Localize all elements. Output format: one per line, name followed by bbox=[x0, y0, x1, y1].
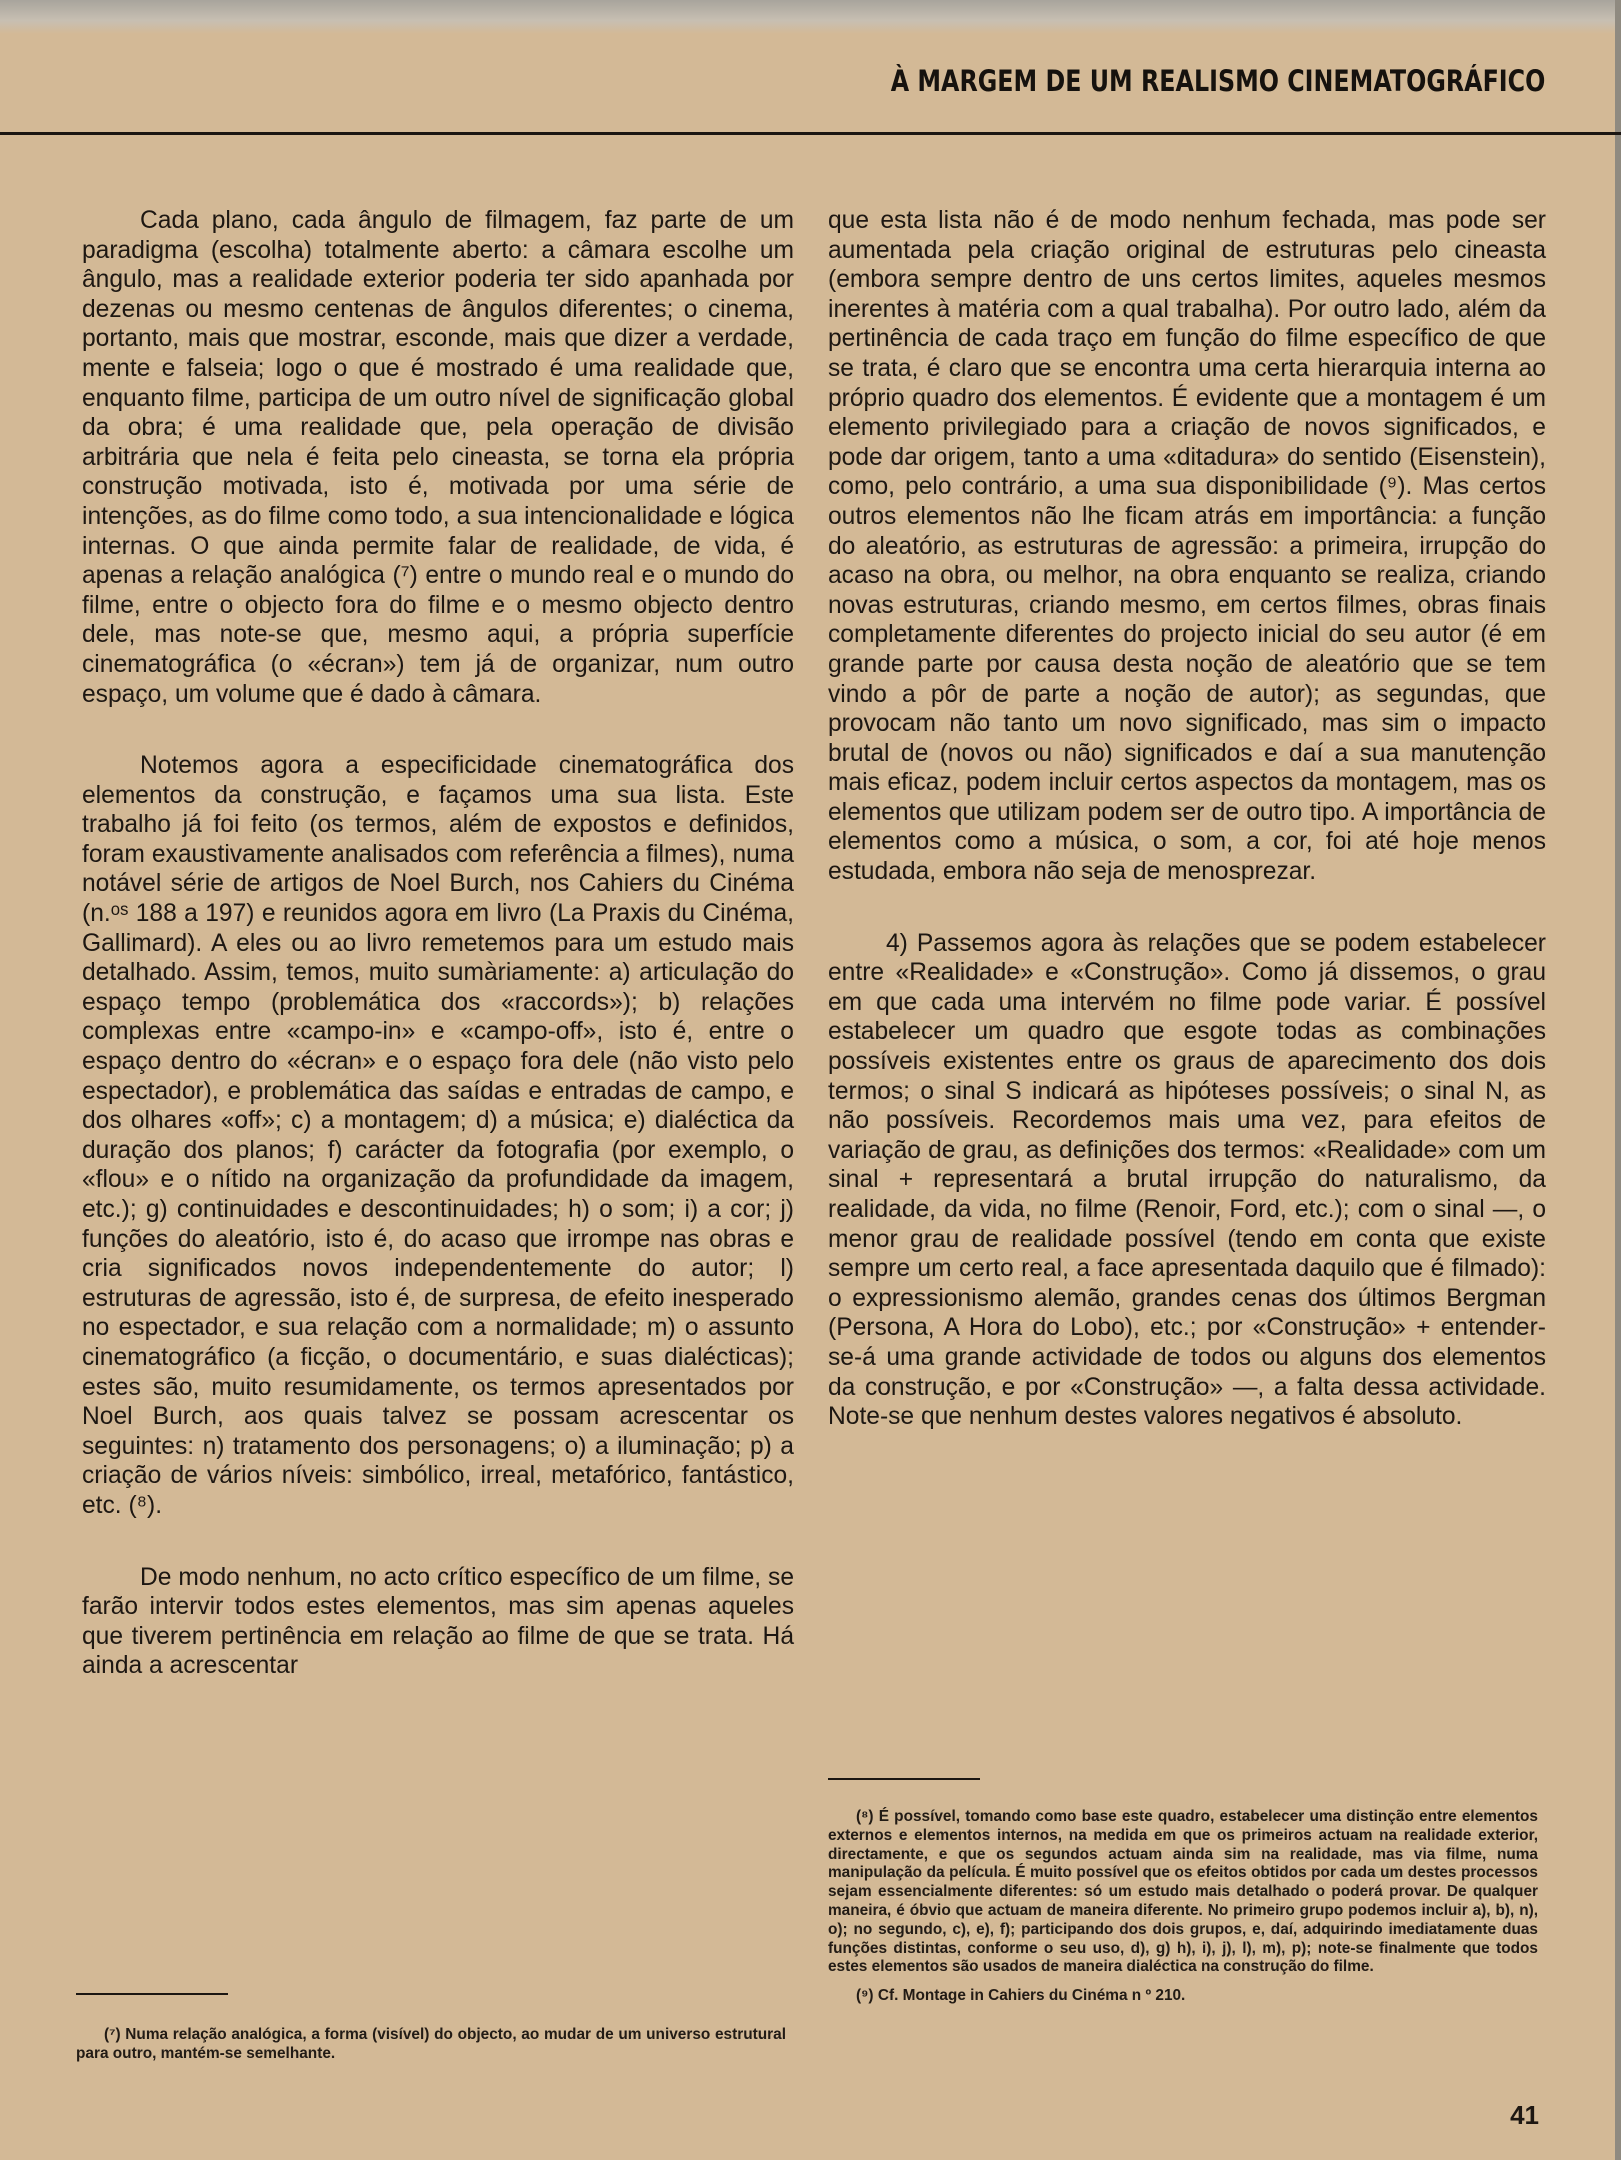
paragraph: Cada plano, cada ângulo de filmagem, faz parte de um paradigma (escolha) totalmente aberto: a câmara escolhe um ângulo, mas a realidade exterior poderia ter sido apanhada por dezenas ou mesmo centenas de ângulos diferentes; o cinema, portanto, mais que mostrar, esconde, mais que dizer a verdade, mente e falseia; logo o que é mostrado é uma realidade que, enquanto filme, participa de um outro nível de significação global da obra; é uma realidade que, pela operação de divisão arbitrária que nela é feita pelo cineasta, se torna ela própria construção motivada, isto é, motivada por uma série de intenções, as do filme como todo, a sua intencionalidade e lógica internas. O que ainda permite falar de realidade, de vida, é apenas a relação analógica (⁷) entre o mundo real e o mundo do filme, entre o objecto fora do filme e o mesmo objecto dentro dele, mas note-se que, mesmo aqui, a própria superfície cinematográfica (o «écran») tem já de organizar, num outro espaço, um volume que é dado à câmara. bbox=[82, 207, 794, 708]
paragraph: De modo nenhum, no acto crítico específico de um filme, se farão intervir todos estes elementos, mas sim apenas aqueles que tiverem pertinência em relação ao filme de que se trata. Há ainda a acrescentar bbox=[82, 1563, 794, 1680]
left-column bbox=[82, 206, 794, 1723]
paragraph: Notemos agora a especificidade cinematográfica dos elementos da construção, e façamos uma sua lista. Este trabalho já foi feito (os termos, além de expostos e definidos, foram exaustivamente analisados com referência a filmes), numa notável série de artigos de Noel Burch, nos Cahiers du Cinéma (n.ᵒˢ 188 a 197) e reunidos agora em livro (La Praxis du Cinéma, Gallimard). A eles ou ao livro remetemos para um estudo mais detalhado. Assim, temos, muito sumàriamente: a) articulação do espaço tempo (problemática dos «raccords»); b) relações complexas entre «campo-in» e «campo-off», isto é, entre o espaço dentro do «écran» e o espaço fora dele (não visto pelo espectador), e problemática das saídas e entradas de campo, e dos olhares «off»; c) a montagem; d) a música; e) dialéctica da duração dos planos; f) carácter da fotografia (por exemplo, o «flou» e o nítido na organização da profundidade da imagem, etc.); g) continuidades e descontinuidades; h) o som; i) a cor; j) funções do aleatório, isto é, do acaso que irrompe nas obras e cria significados novos independentemente do autor; l) estruturas de agressão, isto é, de surpresa, de efeito inesperado no espectador, e sua relação com a normalidade; m) o assunto cinematográfico (a ficção, o documentário, e suas dialécticas); estes são, muito resumidamente, os termos apresentados por Noel Burch, aos quais talvez se possam acrescentar os seguintes: n) tratamento dos personagens; o) a iluminação; p) a criação de vários níveis: simbólico, irreal, metafórico, fantástico, etc. (⁸). bbox=[82, 752, 794, 1519]
page-number: 41 bbox=[1510, 2100, 1539, 2130]
running-title: À MARGEM DE UM REALISMO CINEMATOGRÁFICO bbox=[890, 64, 1545, 98]
header-rule bbox=[0, 132, 1621, 135]
scan-border bbox=[1615, 0, 1621, 2160]
footnote-9: (⁹) Cf. Montage in Cahiers du Cinéma n º 210. bbox=[856, 1987, 1186, 2005]
footnote-8: (⁸) É possível, tomando como base este quadro, estabelecer uma distinção entre elementos externos e elementos internos, na medida em que os primeiros actuam na realidade exterior, directamente, e que os segundos actuam ainda sim na realidade, mas via filme, numa manipulação da película. É muito possível que os efeitos obtidos por cada um destes processos sejam essencialmente diferentes: só um estudo mais detalhado o poderá provar. De qualquer maneira, é óbvio que actuam de maneira diferente. No primeiro grupo podemos incluir a), b), n), o); no segundo, c), e), f); participando dos dois grupos, e, daí, adquirindo imediatamente duas funções distintas, conforme o seu uso, d), g) h), i), j), l), m), p); note-se finalmente que todos estes elementos são usados de maneira dialéctica na construção do filme. bbox=[828, 1808, 1538, 1976]
footnote-7 bbox=[76, 2026, 786, 2074]
footnote-rule bbox=[76, 1993, 228, 1995]
paragraph: que esta lista não é de modo nenhum fechada, mas pode ser aumentada pela criação original de estruturas pelo cineasta (embora sempre dentro de uns certos limites, aqueles mesmos inerentes à matéria com a qual trabalha). Por outro lado, além da pertinência de cada traço em função do filme específico de que se trata, é claro que se encontra uma certa hierarquia interna ao próprio quadro dos elementos. É evidente que a montagem é um elemento privilegiado para a criação de novos significados, e pode dar origem, tanto a uma «ditadura» do sentido (Eisenstein), como, pelo contrário, a uma sua disponibilidade (⁹). Mas certos outros elementos não lhe ficam atrás em importância: a função do aleatório, as estruturas de agressão: a primeira, irrupção do acaso na obra, ou melhor, na obra enquanto se realiza, criando novas estruturas, criando mesmo, em certos filmes, obras finais completamente diferentes do projecto inicial do seu autor (é em grande parte por causa desta noção de aleatório que se tem vindo a pôr de parte a noção de autor); as segundas, que provocam não tanto um novo significado, mas sim o impacto brutal de (novos ou não) significados e daí a sua manutenção mais eficaz, podem incluir certos aspectos da montagem, mas os elementos que utilizam podem ser de outro tipo. A importância de elementos como a música, o som, a cor, foi até hoje menos estudada, embora não seja de menosprezar. bbox=[828, 207, 1546, 886]
footnotes-right bbox=[828, 1808, 1538, 2016]
paragraph: 4) Passemos agora às relações que se podem estabelecer entre «Realidade» e «Construção». Como já dissemos, o grau em que cada uma intervém no filme pode variar. É possível estabelecer um quadro que esgote todas as combinações possíveis existentes entre os graus de aparecimento dos dois termos; o sinal S indicará as hipóteses possíveis; o sinal N, as não possíveis. Recordemos mais uma vez, para efeitos de variação de grau, as definições dos termos: «Realidade» com um sinal + representará a brutal irrupção do naturalismo, da realidade, da vida, no filme (Renoir, Ford, etc.); com o sinal —, o menor grau de realidade possível (tendo em conta que existe sempre um certo real, a face apresentada daquilo que é filmado): o expressionismo alemão, grandes cenas dos últimos Bergman (Persona, A Hora do Lobo), etc.; por «Construção» + entender-se-á uma grande actividade de todos ou alguns dos elementos da construção, e por «Construção» —, a falta dessa actividade. Note-se que nenhum destes valores negativos é absoluto. bbox=[828, 929, 1546, 1431]
footnote-text: (⁷) Numa relação analógica, a forma (visível) do objecto, ao mudar de um universo estrutural para outro, mantém-se semelhante. bbox=[76, 2026, 786, 2062]
right-column bbox=[828, 206, 1546, 1474]
scan-edge bbox=[0, 0, 1621, 34]
footnote-rule bbox=[828, 1778, 980, 1780]
